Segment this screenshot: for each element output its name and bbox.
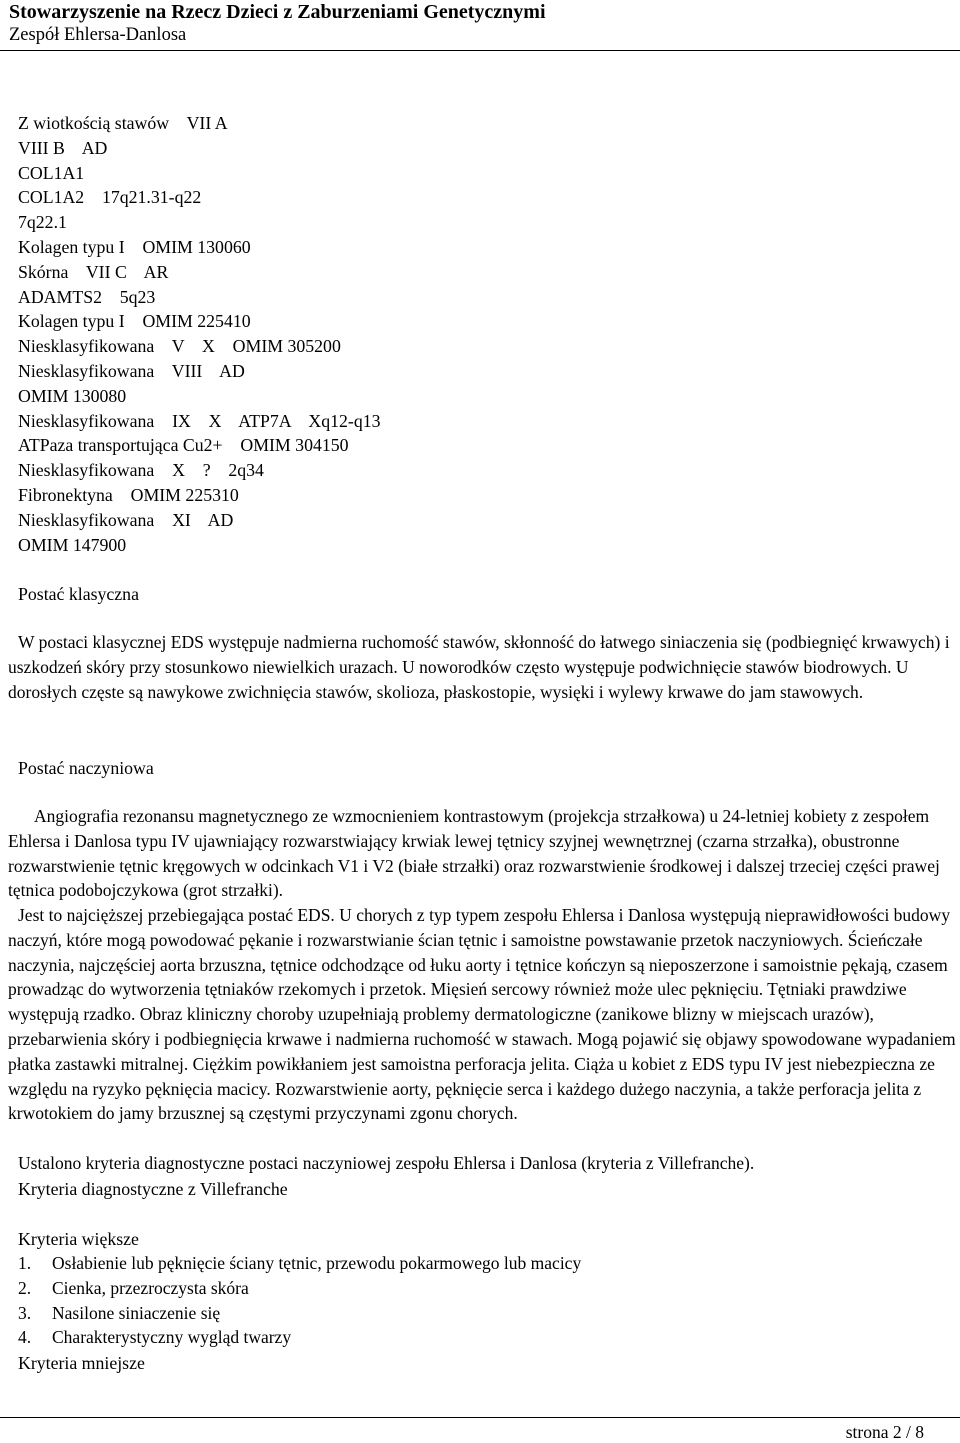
list-item-text: Osłabienie lub pęknięcie ściany tętnic, przewodu pokarmowego lub macicy (52, 1253, 582, 1273)
table-line: Niesklasyfikowana XI AD (18, 509, 234, 530)
table-line: Niesklasyfikowana VIII AD (18, 360, 245, 381)
minor-criteria-heading: Kryteria mniejsze (18, 1353, 145, 1373)
list-item-number: 4. (18, 1327, 32, 1348)
table-line: OMIM 130080 (18, 385, 127, 406)
table-line: Skórna VII C AR (18, 261, 169, 282)
table-line: Kolagen typu I OMIM 225410 (18, 311, 251, 332)
major-criteria-list (18, 1251, 581, 1350)
list-item (18, 1276, 581, 1301)
table-line: Niesklasyfikowana V X OMIM 305200 (18, 336, 341, 357)
classification-table (18, 111, 381, 557)
page-header (0, 0, 960, 51)
list-item-text: Charakterystyczny wygląd twarzy (52, 1327, 292, 1348)
table-line: COL1A2 17q21.31-q22 (18, 187, 202, 208)
list-item-number: 2. (18, 1277, 32, 1298)
vascular-form-criteria-note: Ustalono kryteria diagnostyczne postaci naczyniowej zespołu Ehlersa i Danlosa (kryteria z Villefranche). (18, 1153, 755, 1173)
list-item (18, 1301, 581, 1326)
list-item-text: Cienka, przezroczysta skóra (52, 1277, 249, 1298)
classic-form-heading: Postać klasyczna (18, 584, 139, 604)
list-item-number: 1. (18, 1253, 32, 1273)
table-line: Kolagen typu I OMIM 130060 (18, 236, 251, 257)
list-item-number: 3. (18, 1302, 32, 1323)
list-item (18, 1251, 581, 1276)
table-line: 7q22.1 (18, 212, 67, 233)
villefranche-heading: Kryteria diagnostyczne z Villefranche (18, 1179, 288, 1199)
vascular-form-heading: Postać naczyniowa (18, 758, 154, 778)
vascular-form-angiography-text: Angiografia rezonansu magnetycznego ze wzmocnieniem kontrastowym (projekcja strzałkowa) u 24-letniej kobiety z zespołem Ehlersa i Danlosa typu IV ujawniający rozwarstwiający krwiak lewej tętnicy szyjnej wewnętrznej (czarna strzałka), obustronne rozwarstwienie tętnic kręgowych w odcinkach V1 i V2 (białe strzałki) oraz rozwarstwienie środkowej i dalszej trzeciej części prawej tętnica podobojczykowa (grot strzałki). (8, 806, 940, 901)
table-line: ATPaza transportująca Cu2+ OMIM 304150 (18, 435, 349, 456)
table-line: VIII B AD (18, 137, 108, 158)
document-title: Zespół Ehlersa-Danlosa (9, 25, 187, 45)
list-item-text: Nasilone siniaczenie się (52, 1302, 221, 1323)
page-number: strona 2 / 8 (845, 1422, 924, 1442)
table-line: Niesklasyfikowana X ? 2q34 (18, 460, 264, 481)
table-line: Z wiotkością stawów VII A (18, 113, 228, 133)
classic-form-text: W postaci klasycznej EDS występuje nadmierna ruchomość stawów, skłonność do łatwego siniaczenia się (podbiegnięć krwawych) i uszkodzeń skóry przy stosunkowo niewielkich urazach. U noworodków często występuje podwichnięcie stawów biodrowych. U dorosłych częste są nawykowe zwichnięcia stawów, skolioza, płaskostopie, wysięki i wylewy krwawe do jam stawowych. (8, 632, 950, 702)
vascular-form-description: Jest to najcięższej przebiegająca postać EDS. U chorych z typ typem zespołu Ehlersa i Danlosa występują nieprawidłowości budowy naczyń, które mogą powodować pękanie i rozwarstwianie ścian tętnic i samoistne powstawanie przetok naczyniowych. Ścieńczałe naczynia, najczęściej aorta brzuszna, tętnice odchodzące od łuku aorty i tętnice kończyn są nieposzerzone i samoistnie pękają, czasem prowadząc do wytworzenia tętniaków rzekomych i przetok. Mięsień sercowy również może ulec pęknięciu. Tętniaki prawdziwe występują rzadko. Obraz kliniczny choroby uzupełniają problemy dermatologiczne (zanikowe blizny w miejscach urazów), przebarwienia skóry i podbiegnięcia krwawe i nadmierna ruchomość w stawach. Mogą pojawić się objawy spowodowane wypadaniem płatka zastawki mitralnej. Ciężkim powikłaniem jest samoistna perforacja jelita. Ciąża u kobiet z EDS typu IV jest niebezpieczna ze względu na ryzyko pęknięcia macicy. Rozwarstwienie aorty, pęknięcie serca i każdego dużego naczynia, a także perforacja jelita z krwotokiem do jamy brzusznej są częstymi przyczynami zgonu chorych. (8, 905, 956, 1124)
table-line: Niesklasyfikowana IX X ATP7A Xq12-q13 (18, 410, 381, 431)
list-item (18, 1325, 581, 1350)
table-line: OMIM 147900 (18, 534, 127, 555)
footer-divider (0, 1417, 960, 1418)
table-line: COL1A1 (18, 162, 85, 183)
major-criteria-heading: Kryteria większe (18, 1229, 139, 1249)
table-line: Fibronektyna OMIM 225310 (18, 484, 239, 505)
table-line: ADAMTS2 5q23 (18, 286, 156, 307)
organization-name: Stowarzyszenie na Rzecz Dzieci z Zaburzeniami Genetycznymi (9, 1, 546, 23)
